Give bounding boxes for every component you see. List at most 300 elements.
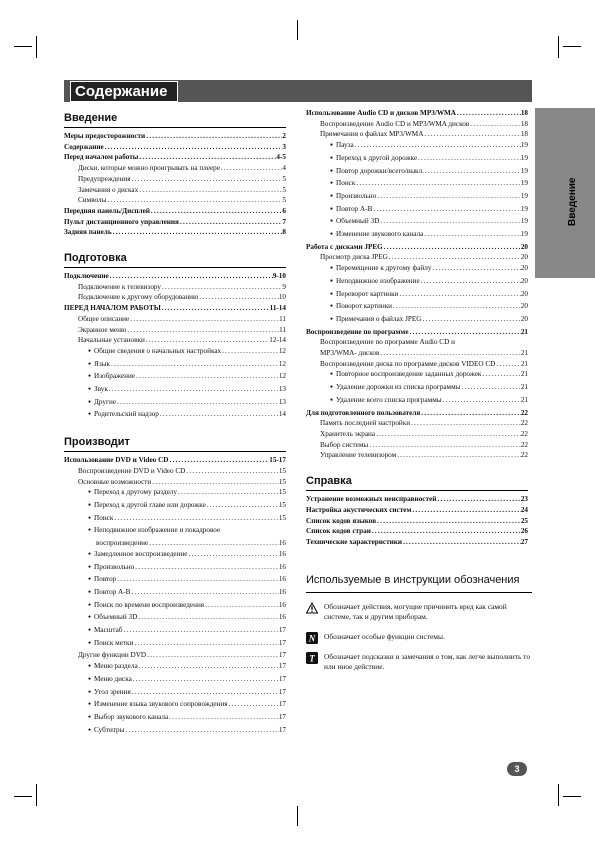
toc-entry-page: 20 (520, 289, 528, 298)
dot-leader (354, 140, 521, 151)
toc-entry-page: 17 (278, 712, 286, 721)
toc-entry-page: 13 (278, 385, 286, 394)
toc-entry-page: 18 (520, 109, 528, 117)
toc-entry (64, 625, 286, 638)
dot-leader (410, 418, 521, 429)
dot-leader (420, 408, 521, 419)
dot-leader (376, 516, 521, 527)
toc-entry-title: Технические характеристики (306, 537, 403, 546)
toc-entry (64, 131, 286, 142)
toc-entry-title: Память последней настройки (320, 419, 411, 428)
toc-entry-title: ● Замедленное воспроизведение (88, 549, 187, 562)
toc-entry-page: 22 (520, 451, 528, 460)
dot-leader (106, 195, 282, 206)
toc-entry-page: 19 (520, 141, 528, 150)
dot-leader (138, 185, 282, 196)
toc-entry (306, 494, 528, 505)
toc-entry-page: 17 (278, 626, 286, 635)
dot-leader (168, 455, 269, 466)
toc-entry-title: ● Удаление всего списка программы (330, 395, 442, 408)
toc-entry-title: ● Изменение языка звукового сопровождения (88, 699, 228, 712)
dot-leader (442, 395, 521, 406)
toc-entry (306, 166, 528, 179)
legend-text: Обозначает особые функции системы. (324, 632, 445, 641)
dot-leader (221, 346, 279, 357)
toc-entry-title: Работа с дисками JPEG (306, 242, 383, 251)
dot-leader (108, 384, 279, 395)
toc-entry-title: ● Изменение звукового канала (330, 229, 423, 242)
toc-entry-page: 17 (278, 674, 286, 683)
toc-entry-title: ● Родительский надзор (88, 409, 159, 422)
page-header-bar (64, 80, 532, 102)
toc-entry-page: 21 (520, 370, 528, 379)
toc-entry (64, 525, 286, 538)
toc-entry (64, 477, 286, 488)
toc-entry (64, 574, 286, 587)
toc-entry-page: 25 (520, 516, 528, 525)
toc-entry-title: ● Переход к другой главе или дорожке (88, 500, 206, 513)
dot-leader (411, 505, 520, 516)
dot-leader (424, 166, 521, 177)
dot-leader (151, 477, 279, 488)
toc-entry-title: Начальные установки (78, 336, 145, 345)
toc-entry (306, 191, 528, 204)
toc-entry-page: 5 (282, 196, 286, 205)
dot-leader (220, 163, 282, 174)
toc-entry-page: 21 (520, 349, 528, 358)
dot-leader (145, 335, 269, 346)
svg-text:N: N (308, 633, 316, 644)
dot-leader (204, 600, 279, 611)
crop-mark (297, 20, 298, 40)
toc-entry (306, 348, 528, 359)
toc-entry-title: Общее описание (78, 314, 130, 323)
toc-entry (64, 661, 286, 674)
crop-mark (36, 36, 37, 58)
toc-entry (306, 178, 528, 191)
toc-entry-page: 12 (278, 359, 286, 368)
dot-leader (368, 440, 521, 451)
toc-entry-title: ● Неподвижное изображение и покадровое (88, 525, 220, 538)
toc-entry-title: ● Меню диска (88, 674, 132, 687)
toc-entry-title: ● Повторное воспроизведение заданных дорожек (330, 369, 481, 382)
toc-entry-page: 11 (279, 325, 286, 334)
section-rule (64, 267, 286, 268)
dot-leader (112, 227, 283, 238)
toc-entry (64, 282, 286, 293)
dot-leader (130, 587, 278, 598)
crop-mark (36, 784, 37, 806)
dot-leader (409, 327, 521, 338)
toc-entry-title: ● Поиск по времени воспроизведения (88, 600, 204, 613)
dot-leader (383, 242, 521, 253)
toc-entry (64, 292, 286, 303)
toc-entry-page: 20 (520, 314, 528, 323)
page-number: 3 (507, 762, 527, 776)
toc-entry (306, 289, 528, 302)
toc-entry (64, 359, 286, 372)
toc-list (306, 494, 528, 548)
toc-left-column (64, 108, 286, 737)
dot-leader (396, 450, 521, 461)
toc-entry-title: Символы (78, 196, 107, 205)
toc-entry-page: 17 (278, 725, 286, 734)
toc-entry (64, 206, 286, 217)
toc-entry-page: 16 (278, 539, 286, 548)
toc-entry-title: ● Поиск (330, 178, 355, 191)
dot-leader (185, 466, 278, 477)
dot-leader (126, 325, 279, 336)
dot-leader (372, 204, 520, 215)
toc-entry-title: ● Язык (88, 359, 110, 372)
legend-text: Обозначает подсказки и замечания о том, как легче выполнить то или иное действие. (324, 652, 531, 671)
toc-entry-page: 4 (282, 164, 286, 173)
toc-entry-page: 16 (278, 600, 286, 609)
legend-title: Используемые в инструкции обозначения (306, 574, 520, 586)
toc-entry-title: Выбор системы (320, 440, 369, 449)
toc-entry (64, 227, 286, 238)
toc-entry-page: 16 (278, 587, 286, 596)
toc-entry-page: 12 (278, 372, 286, 381)
legend-text: Обозначает действия, могущие причинить вред как самой системе, так и другим приборам. (324, 602, 507, 621)
dot-leader (398, 289, 520, 300)
toc-entry-title: ● Переворот картинки (330, 289, 398, 302)
dot-leader (168, 712, 279, 723)
toc-entry (64, 397, 286, 410)
toc-entry-title: ● Поиск (88, 513, 113, 526)
toc-entry-page: 15-17 (269, 456, 286, 465)
toc-entry (64, 712, 286, 725)
toc-entry-page: 20 (520, 253, 528, 262)
toc-entry (64, 538, 286, 549)
toc-entry-page: 22 (520, 429, 528, 438)
toc-entry (64, 185, 286, 196)
toc-list (64, 131, 286, 238)
dot-leader (423, 129, 520, 140)
dot-leader (131, 687, 279, 698)
toc-entry-page: 4-5 (276, 153, 286, 162)
section-heading: Справка (306, 475, 352, 488)
toc-entry-page: 18 (520, 119, 528, 128)
toc-entry-title: Настройка акустических систем (306, 505, 412, 514)
toc-entry (64, 174, 286, 185)
toc-entry-title: Меры предосторожности (64, 132, 146, 140)
toc-entry-page: 12 (278, 346, 286, 355)
dot-leader (146, 650, 279, 661)
toc-entry-title: ● Масштаб (88, 625, 122, 638)
toc-entry (64, 163, 286, 174)
dot-leader (113, 513, 278, 524)
dot-leader (469, 119, 521, 130)
dot-leader (161, 303, 270, 314)
crop-mark (558, 36, 559, 58)
toc-entry-title: Перед началом работы (64, 153, 139, 162)
dot-leader (228, 699, 279, 710)
page-title: Содержание (70, 81, 178, 102)
toc-right-column (306, 108, 528, 548)
toc-entry-page: 16 (278, 613, 286, 622)
warning-triangle-icon (306, 602, 318, 614)
crop-mark (558, 784, 559, 806)
dot-leader (456, 108, 521, 119)
toc-entry-title: ● Объемный 3D (330, 216, 379, 229)
toc-entry-page: 16 (278, 549, 286, 558)
note-icon (306, 632, 318, 644)
toc-entry-title: ● Общие сведения о начальных настройках (88, 346, 221, 359)
dot-leader (392, 301, 521, 312)
dot-leader (460, 382, 520, 393)
toc-entry (64, 549, 286, 562)
toc-entry (64, 674, 286, 687)
dot-leader (109, 271, 273, 282)
dot-leader (206, 500, 279, 511)
toc-entry-page: 12-14 (269, 336, 286, 345)
toc-entry-page: 21 (520, 395, 528, 404)
toc-entry-title: ● Выбор звукового канала (88, 712, 168, 725)
toc-entry-page: 15 (278, 513, 286, 522)
toc-entry-page: 9-10 (272, 272, 286, 281)
crop-mark (563, 796, 581, 797)
toc-entry-page: 17 (278, 638, 286, 647)
toc-list (306, 108, 528, 461)
toc-entry (306, 450, 528, 461)
dot-leader (161, 282, 282, 293)
dot-leader (417, 153, 521, 164)
toc-entry (64, 587, 286, 600)
dot-leader (116, 574, 279, 585)
toc-entry (64, 455, 286, 466)
toc-entry-title: Просмотр диска JPEG (320, 253, 388, 262)
toc-entry (64, 725, 286, 738)
toc-entry-page: 17 (278, 700, 286, 709)
toc-entry-page: 21 (520, 383, 528, 392)
toc-entry-page: 5 (282, 185, 286, 194)
toc-entry (306, 359, 528, 370)
toc-entry (64, 513, 286, 526)
toc-entry-title: Содержание (64, 142, 104, 151)
toc-entry-page: 15 (278, 500, 286, 509)
dot-leader (137, 612, 279, 623)
toc-entry-page: 16 (278, 562, 286, 571)
toc-entry-page: 17 (278, 662, 286, 671)
toc-entry-title: ● Повтор (88, 574, 116, 587)
toc-entry (64, 562, 286, 575)
toc-entry-title: ● Неподвижное изображение (330, 276, 420, 289)
toc-entry-title: Воспроизведение по программе Audio CD и (320, 338, 455, 347)
toc-entry (306, 369, 528, 382)
toc-entry-page: 23 (520, 495, 528, 504)
toc-entry-title: ● Пауза (330, 140, 354, 153)
toc-entry-page: 20 (520, 242, 528, 251)
toc-entry (64, 638, 286, 651)
toc-entry-page: 19 (520, 230, 528, 239)
dot-leader (132, 674, 279, 685)
toc-entry (306, 119, 528, 130)
section-rule (306, 490, 528, 491)
toc-entry (64, 384, 286, 397)
toc-entry-title: ● Повтор дорожки/всего/выкл. (330, 166, 424, 179)
toc-entry (306, 108, 528, 119)
section-rule (64, 451, 286, 452)
toc-entry (306, 153, 528, 166)
toc-entry (306, 229, 528, 242)
toc-entry (64, 500, 286, 513)
toc-entry (306, 408, 528, 419)
toc-entry-page: 14 (278, 410, 286, 419)
toc-entry-page: 13 (278, 397, 286, 406)
toc-entry-title: ● Звук (88, 384, 108, 397)
dot-leader (421, 314, 520, 325)
toc-entry-title: Диски, которые можно проигрывать на плеере (78, 164, 220, 173)
toc-entry (64, 314, 286, 325)
legend-rule (306, 592, 532, 593)
dot-leader (122, 625, 278, 636)
toc-entry (306, 537, 528, 548)
toc-entry-page: 22 (520, 408, 528, 417)
toc-entry (306, 382, 528, 395)
toc-entry-title: ● Примечания о файлах JPEG (330, 314, 421, 327)
toc-entry-page: 19 (520, 166, 528, 175)
dot-leader (423, 229, 521, 240)
toc-entry-page: 9 (282, 282, 286, 291)
toc-entry (306, 429, 528, 440)
dot-leader (150, 206, 283, 217)
toc-entry-title: воспроизведение (96, 539, 149, 548)
dot-leader (379, 348, 520, 359)
toc-entry (64, 195, 286, 206)
dot-leader (138, 661, 279, 672)
toc-entry-page: 8 (282, 228, 286, 237)
toc-entry-title: Список кодов языков (306, 516, 377, 525)
dot-leader (138, 152, 276, 163)
toc-entry (306, 327, 528, 338)
toc-entry-page: 24 (520, 505, 528, 514)
toc-entry-title: ● Переход к другой дорожке (330, 153, 417, 166)
crop-mark (563, 46, 581, 47)
toc-entry-page: 21 (520, 359, 528, 368)
toc-entry-page: 15 (278, 488, 286, 497)
dot-leader (187, 549, 278, 560)
toc-entry-title: Использование Audio CD и дисков MP3/WMA (306, 109, 456, 117)
toc-entry (306, 242, 528, 253)
toc-entry (64, 371, 286, 384)
crop-mark (297, 806, 298, 826)
dot-leader (116, 397, 279, 408)
toc-entry-title: Воспроизведение диска по программе дисков VIDEO CD (320, 359, 496, 368)
toc-entry-title: Примечания о файлах MP3/WMA (320, 130, 424, 139)
section-rule (64, 127, 286, 128)
dot-leader (159, 409, 279, 420)
toc-entry-page: 17 (278, 651, 286, 660)
toc-entry-title: Для подготовленного пользователя (306, 408, 421, 417)
toc-entry-title: Подключение (64, 272, 109, 281)
toc-entry (306, 418, 528, 429)
crop-mark (14, 796, 32, 797)
toc-entry (306, 395, 528, 408)
toc-entry (64, 335, 286, 346)
section-heading: Введение (64, 112, 118, 124)
dot-leader (104, 142, 283, 153)
toc-entry (64, 303, 286, 314)
toc-entry-title: Основные возможности (78, 477, 152, 486)
toc-entry (64, 271, 286, 282)
toc-entry (306, 252, 528, 263)
dot-leader (436, 494, 520, 505)
toc-entry-title: Воспроизведение DVD и Video CD (78, 466, 186, 475)
toc-entry-page: 19 (520, 217, 528, 226)
dot-leader (481, 369, 520, 380)
dot-leader (379, 216, 521, 227)
toc-entry-title: ПЕРЕД НАЧАЛОМ РАБОТЫ (64, 304, 161, 313)
toc-entry-page: 15 (278, 466, 286, 475)
toc-entry (64, 346, 286, 359)
toc-entry-title: ● Субтитры (88, 725, 124, 738)
dot-leader (124, 725, 278, 736)
toc-entry (64, 325, 286, 336)
toc-entry (306, 140, 528, 153)
toc-entry (306, 505, 528, 516)
toc-entry (306, 129, 528, 140)
toc-entry (64, 612, 286, 625)
dot-leader (371, 526, 521, 537)
toc-entry-title: Замечания о дисках (78, 185, 139, 194)
toc-entry (306, 276, 528, 289)
toc-entry (306, 314, 528, 327)
toc-entry-title: ● Повтор A-B (88, 587, 130, 600)
toc-entry-title: ● Угол зрения (88, 687, 131, 700)
toc-entry (64, 409, 286, 422)
toc-entry-page: 2 (282, 132, 286, 140)
dot-leader (198, 292, 278, 303)
dot-leader (375, 429, 521, 440)
toc-entry-page: 10 (278, 293, 286, 302)
toc-entry-page: 27 (520, 537, 528, 546)
dot-leader (402, 537, 521, 548)
toc-list (64, 271, 286, 422)
toc-entry-page: 11-14 (269, 304, 286, 313)
toc-entry-page: 20 (520, 264, 528, 273)
toc-entry-title: Воспроизведение по программе (306, 327, 409, 336)
toc-entry (64, 152, 286, 163)
toc-entry-title: ● Произвольно (330, 191, 376, 204)
toc-entry-title: Устранение возможных неисправностей (306, 495, 437, 504)
dot-leader (134, 562, 279, 573)
dot-leader (376, 191, 521, 202)
toc-entry-title: ● Поиск метки (88, 638, 133, 651)
toc-entry (64, 650, 286, 661)
section-side-tab (535, 108, 595, 278)
toc-entry-title: Передняя панель/Дисплей (64, 206, 150, 215)
toc-entry-title: Экранное меню (78, 325, 127, 334)
toc-entry-page: 16 (278, 575, 286, 584)
dot-leader (148, 538, 279, 549)
side-tab-label: Введение (567, 177, 578, 226)
toc-entry-title: Предупреждения (78, 174, 131, 183)
dot-leader (179, 217, 282, 228)
toc-entry (64, 699, 286, 712)
toc-entry (306, 301, 528, 314)
dot-leader (131, 174, 283, 185)
toc-entry-page: 20 (520, 276, 528, 285)
toc-entry-page: 19 (520, 191, 528, 200)
toc-entry-page: 19 (520, 153, 528, 162)
toc-entry-page: 6 (282, 206, 286, 215)
toc-entry (306, 526, 528, 537)
toc-entry-page: 18 (520, 130, 528, 139)
dot-leader (495, 359, 520, 370)
toc-entry-page: 15 (278, 477, 286, 486)
toc-entry-title: MP3/WMA- дисков (320, 349, 380, 358)
